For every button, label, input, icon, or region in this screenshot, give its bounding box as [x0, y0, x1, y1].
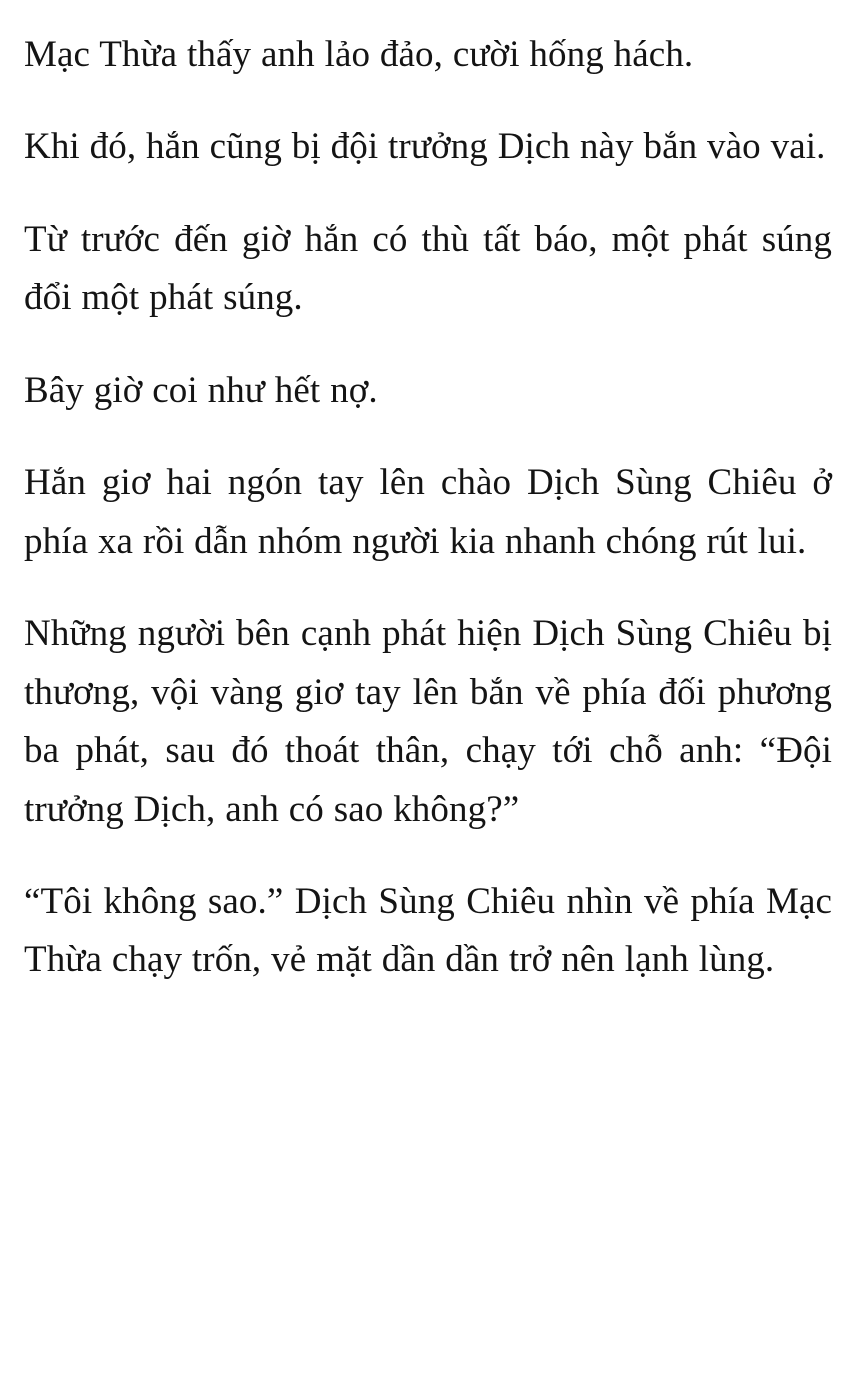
paragraph: Khi đó, hắn cũng bị đội trưởng Dịch này bắn vào vai. [24, 126, 826, 168]
paragraph: Từ trước đến giờ hắn có thù tất báo, một phát súng đổi một phát súng. [24, 218, 832, 319]
paragraph: Mạc Thừa thấy anh lảo đảo, cười hống hách. [24, 34, 694, 75]
paragraph: Bây giờ coi như hết nợ. [24, 369, 378, 411]
paragraph: Hắn giơ hai ngón tay lên chào Dịch Sùng Chiêu ở phía xa rồi dẫn nhóm người kia nhanh chóng rút lui. [24, 462, 832, 562]
paragraph: “Tôi không sao.” Dịch Sùng Chiêu nhìn về phía Mạc Thừa chạy trốn, vẻ mặt dần dần trở nên lạnh lùng. [24, 880, 832, 981]
paragraph: Những người bên cạnh phát hiện Dịch Sùng Chiêu bị thương, vội vàng giơ tay lên bắn về phía đối phương ba phát, sau đó thoát thân, chạy tới chỗ anh: “Đội trưởng Dịch, anh có sao không?” [24, 613, 832, 830]
